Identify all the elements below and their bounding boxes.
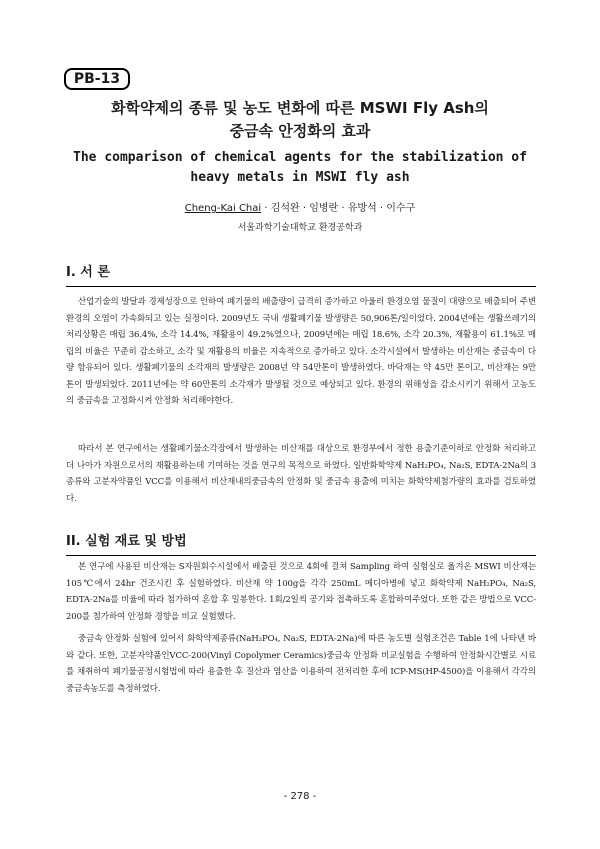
section-heading-introduction: I. 서 론 [66, 264, 536, 287]
first-author: Cheng-Kai Chai [184, 203, 262, 214]
introduction-paragraph-1: 산업기술의 발달과 경제성장으로 인하여 폐기물의 배출량이 급격히 증가하고 아울러 환경오염 물질이 대량으로 배출되어 주변 환경의 오염이 가속화되고 있는 실정이다. 2009년도 국내 생활폐기물 발생량은 50,906톤/일이었다. 2004년에는 생활쓰레기의 처리상황은 매립 36.4%, 소각 14.4%, 재활용이 49.2%였으나, 2009년에는 매립 18.6%, 소각 20.3%, 재활용이 61.1%로 매립의 비율은 꾸준히 감소하고, 소각 및 재활용의 비율은 지속적으로 증가하고 있다. 소각시설에서 발생하는 비산재는 중금속이 다량 함유되어 있다. 생활폐기물의 소각재의 발생량은 2008년 약 54만톤이 발생하였다. 바닥재는 약 45만 톤이고, 비산재는 9만 톤이 발생되었다. 2011년에는 약 60만톤의 소각재가 발생될 것으로 예상되고 있다. 환경의 위해성을 감소시키기 위해서 고농도의 중금속을 고정화시켜 안정화 처리해야한다. [66, 297, 536, 406]
page-number: - 278 - [283, 791, 317, 802]
methods-paragraph-1: 본 연구에 사용된 비산재는 S자원회수시설에서 배출된 것으로 4회에 걸쳐 Sampling 하여 실험실로 옮겨온 MSWI 비산재는 105℃에서 24hr 건조시킨 후 실험하였다. 비산재 약 100g을 각각 250mL 메디아병에 넣고 화학약제 NaH₂PO₄, Na₂S, EDTA-2Na를 비율에 따라 첨가하여 혼합 후 밀봉한다. 1회/2일씩 공기와 접촉하도록 혼합하여주었다. 또한 같은 방법으로 VCC-200를 첨가하여 안정화 경향을 비교 실험했다. [66, 562, 536, 622]
section-heading-materials-methods: II. 실험 재료 및 방법 [66, 533, 536, 556]
session-badge: PB-13 [64, 68, 130, 90]
author-list [60, 202, 540, 216]
methods-paragraph-2: 중금속 안정화 실험에 있어서 화학약제종류(NaH₂PO₄, Na₂S, EDTA-2Na)에 따른 농도별 실험조건은 Table 1에 나타낸 바와 같다. 또한, 고분자약품인VCC-200(Vinyl Copolymer Ceramics)중금속 안정화 비교실험을 수행하여 안정화시간별로 시료를 채취하여 폐기물공정시험법에 따라 용출한 후 질산과 염산을 이용하여 전처리한 후에 ICP-MS(HP-4500)을 이용해서 각각의 중금속농도를 측정하였다. [66, 634, 536, 694]
affiliation: 서울과학기술대학교 환경공학과 [237, 223, 363, 233]
title-korean-line-2: 중금속 안정화의 효과 [229, 122, 371, 140]
introduction-paragraph-2: 따라서 본 연구에서는 생활폐기물소각장에서 발생하는 비산재를 대상으로 환경부에서 정한 용출기준이하로 안정화 처리하고 더 나아가 자원으로서의 재활용하는데 기여하는 것을 연구의 목적으로 하였다. 일반화학약제 NaH₂PO₄, Na₂S, EDTA-2Na의 3종류와 고분자약품인 VCC를 이용해서 비산재내의중금속의 안정화 및 중금속 용출에 미치는 화학약제첨가량의 효과를 검토하였다. [66, 444, 536, 504]
title-english-line-2: heavy metals in MSWI fly ash [190, 170, 410, 185]
co-authors: · 김석완 · 임병란 · 유방석 · 이수구 [261, 203, 416, 214]
title-korean-line-1: 화학약제의 종류 및 농도 변화에 따른 MSWI Fly Ash의 [111, 99, 489, 117]
title-english-line-1: The comparison of chemical agents for the stabilization of [73, 150, 527, 165]
